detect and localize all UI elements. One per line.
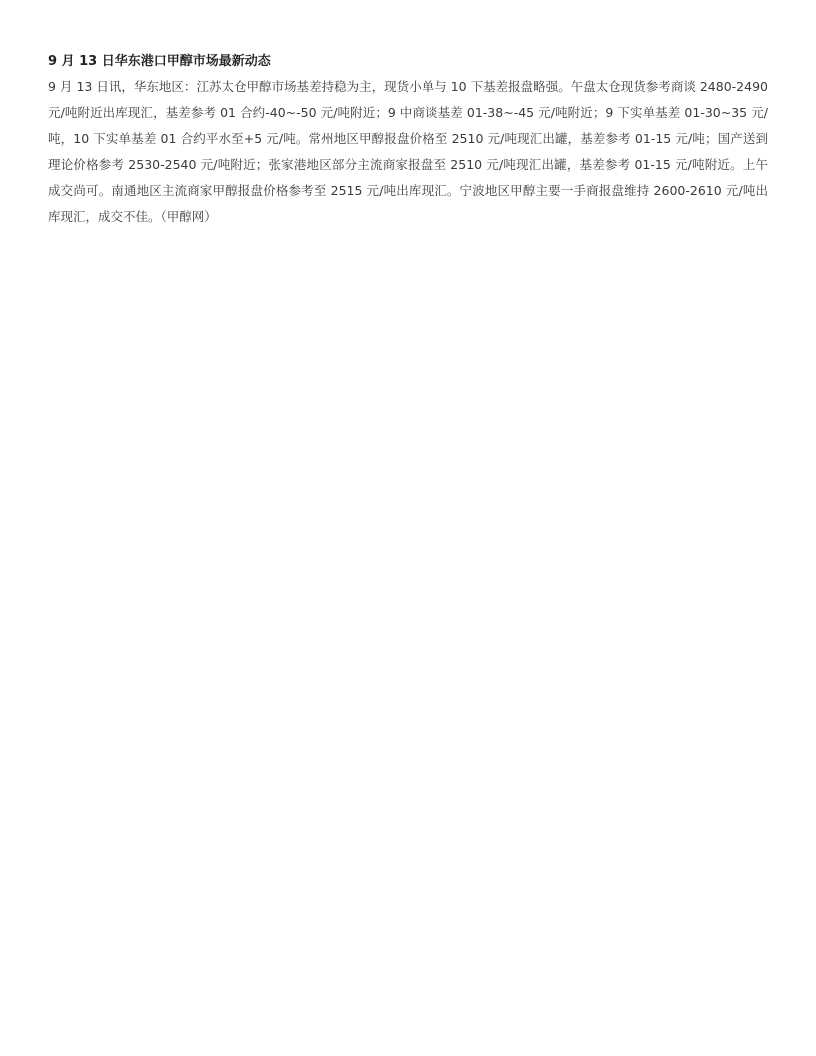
article-title: 9 月 13 日华东港口甲醇市场最新动态 bbox=[48, 54, 271, 69]
document-page bbox=[48, 52, 768, 230]
article-body: 9 月 13 日讯，华东地区：江苏太仓甲醇市场基差持稳为主，现货小单与 10 下基差报盘略强。午盘太仓现货参考商谈 2480-2490 元/吨附近出库现汇，基差参考 01 合约-40~-50 元/吨附近；9 中商谈基差 01-38~-45 元/吨附近；9 下实单基差 01-30~35 元/吨，10 下实单基差 01 合约平水至+5 元/吨。常州地区甲醇报盘价格至 2510 元/吨现汇出罐，基差参考 01-15 元/吨；国产送到理论价格参考 2530-2540 元/吨附近；张家港地区部分主流商家报盘至 2510 元/吨现汇出罐，基差参考 01-15 元/吨附近。上午成交尚可。南通地区主流商家甲醇报盘价格参考至 2515 元/吨出库现汇。宁波地区甲醇主要一手商报盘维持 2600-2610 元/吨出库现汇，成交不佳。（甲醇网） bbox=[48, 79, 768, 224]
